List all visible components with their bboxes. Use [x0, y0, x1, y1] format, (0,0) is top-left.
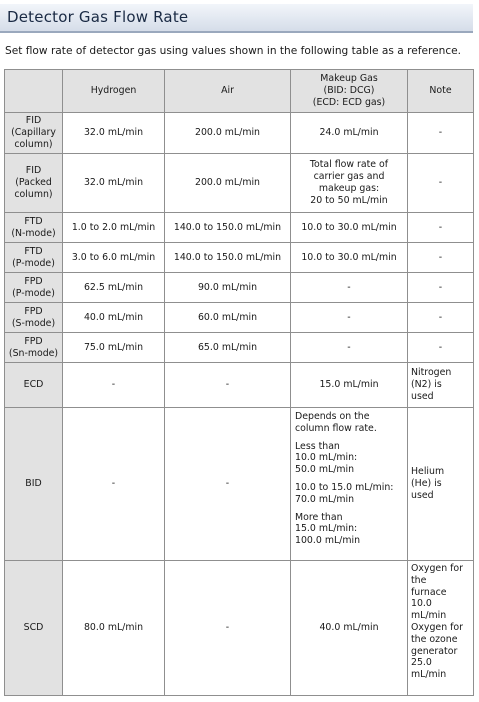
makeup-cell: Total flow rate of carrier gas and makeup gas: 20 to 50 mL/min — [291, 154, 408, 213]
hydrogen-cell: 1.0 to 2.0 mL/min — [63, 213, 165, 243]
makeup-cell: - — [291, 303, 408, 333]
hydrogen-cell: 32.0 mL/min — [63, 154, 165, 213]
makeup-cell: 24.0 mL/min — [291, 113, 408, 154]
hydrogen-cell: 40.0 mL/min — [63, 303, 165, 333]
makeup-paragraph: 10.0 to 15.0 mL/min: 70.0 mL/min — [295, 481, 394, 505]
note-cell: - — [408, 243, 474, 273]
air-cell: - — [165, 561, 291, 696]
makeup-cell: 10.0 to 30.0 mL/min — [291, 243, 408, 273]
detector-cell: FPD (P-mode) — [5, 273, 63, 303]
makeup-cell: - — [291, 333, 408, 363]
table-row — [5, 273, 474, 303]
makeup-paragraph: More than 15.0 mL/min: 100.0 mL/min — [295, 511, 361, 547]
note-cell: - — [408, 113, 474, 154]
detector-cell: SCD — [5, 561, 63, 696]
table-row — [5, 154, 474, 213]
table-row — [5, 213, 474, 243]
table-row — [5, 333, 474, 363]
note-cell: - — [408, 154, 474, 213]
makeup-cell: - — [291, 273, 408, 303]
table-row — [5, 113, 474, 154]
hydrogen-cell: 32.0 mL/min — [63, 113, 165, 154]
table-row — [5, 408, 474, 561]
note-cell: Oxygen for the furnace 10.0 mL/min Oxygen for the ozone generator 25.0 mL/min — [408, 561, 474, 696]
detector-cell: FTD (N-mode) — [5, 213, 63, 243]
header-cell-makeup-gas: Makeup Gas (BID: DCG) (ECD: ECD gas) — [291, 70, 408, 113]
table-header-row — [5, 70, 474, 113]
air-cell: 200.0 mL/min — [165, 154, 291, 213]
intro-text: Set flow rate of detector gas using values shown in the following table as a reference. — [5, 45, 462, 57]
page-title: Detector Gas Flow Rate — [7, 8, 189, 26]
makeup-cell: 10.0 to 30.0 mL/min — [291, 213, 408, 243]
hydrogen-cell: 3.0 to 6.0 mL/min — [63, 243, 165, 273]
header-cell-detector — [5, 70, 63, 113]
table-row — [5, 303, 474, 333]
note-cell: - — [408, 333, 474, 363]
note-cell: - — [408, 303, 474, 333]
hydrogen-cell: 75.0 mL/min — [63, 333, 165, 363]
detector-cell: BID — [5, 408, 63, 561]
table-row — [5, 561, 474, 696]
detector-cell: FID (Packed column) — [5, 154, 63, 213]
makeup-paragraph: Depends on the column flow rate. — [295, 411, 377, 434]
air-cell: 140.0 to 150.0 mL/min — [165, 213, 291, 243]
detector-cell: FTD (P-mode) — [5, 243, 63, 273]
makeup-cell — [291, 408, 408, 561]
air-cell: 60.0 mL/min — [165, 303, 291, 333]
note-cell: - — [408, 273, 474, 303]
hydrogen-cell: - — [63, 408, 165, 561]
section-title-bar — [0, 4, 473, 33]
note-cell: - — [408, 213, 474, 243]
detector-cell: FPD (Sn-mode) — [5, 333, 63, 363]
table-row — [5, 363, 474, 408]
table-row — [5, 243, 474, 273]
header-cell-hydrogen: Hydrogen — [63, 70, 165, 113]
detector-cell: FPD (S-mode) — [5, 303, 63, 333]
hydrogen-cell: - — [63, 363, 165, 408]
note-cell: Helium (He) is used — [408, 408, 474, 561]
air-cell: - — [165, 363, 291, 408]
air-cell: - — [165, 408, 291, 561]
header-cell-note: Note — [408, 70, 474, 113]
detector-cell: ECD — [5, 363, 63, 408]
makeup-cell: 15.0 mL/min — [291, 363, 408, 408]
note-cell: Nitrogen (N2) is used — [408, 363, 474, 408]
air-cell: 90.0 mL/min — [165, 273, 291, 303]
detector-cell: FID (Capillary column) — [5, 113, 63, 154]
makeup-paragraph: Less than 10.0 mL/min: 50.0 mL/min — [295, 440, 358, 476]
hydrogen-cell: 80.0 mL/min — [63, 561, 165, 696]
hydrogen-cell: 62.5 mL/min — [63, 273, 165, 303]
air-cell: 140.0 to 150.0 mL/min — [165, 243, 291, 273]
header-cell-air: Air — [165, 70, 291, 113]
makeup-cell: 40.0 mL/min — [291, 561, 408, 696]
air-cell: 65.0 mL/min — [165, 333, 291, 363]
gas-flow-table — [4, 69, 474, 696]
air-cell: 200.0 mL/min — [165, 113, 291, 154]
